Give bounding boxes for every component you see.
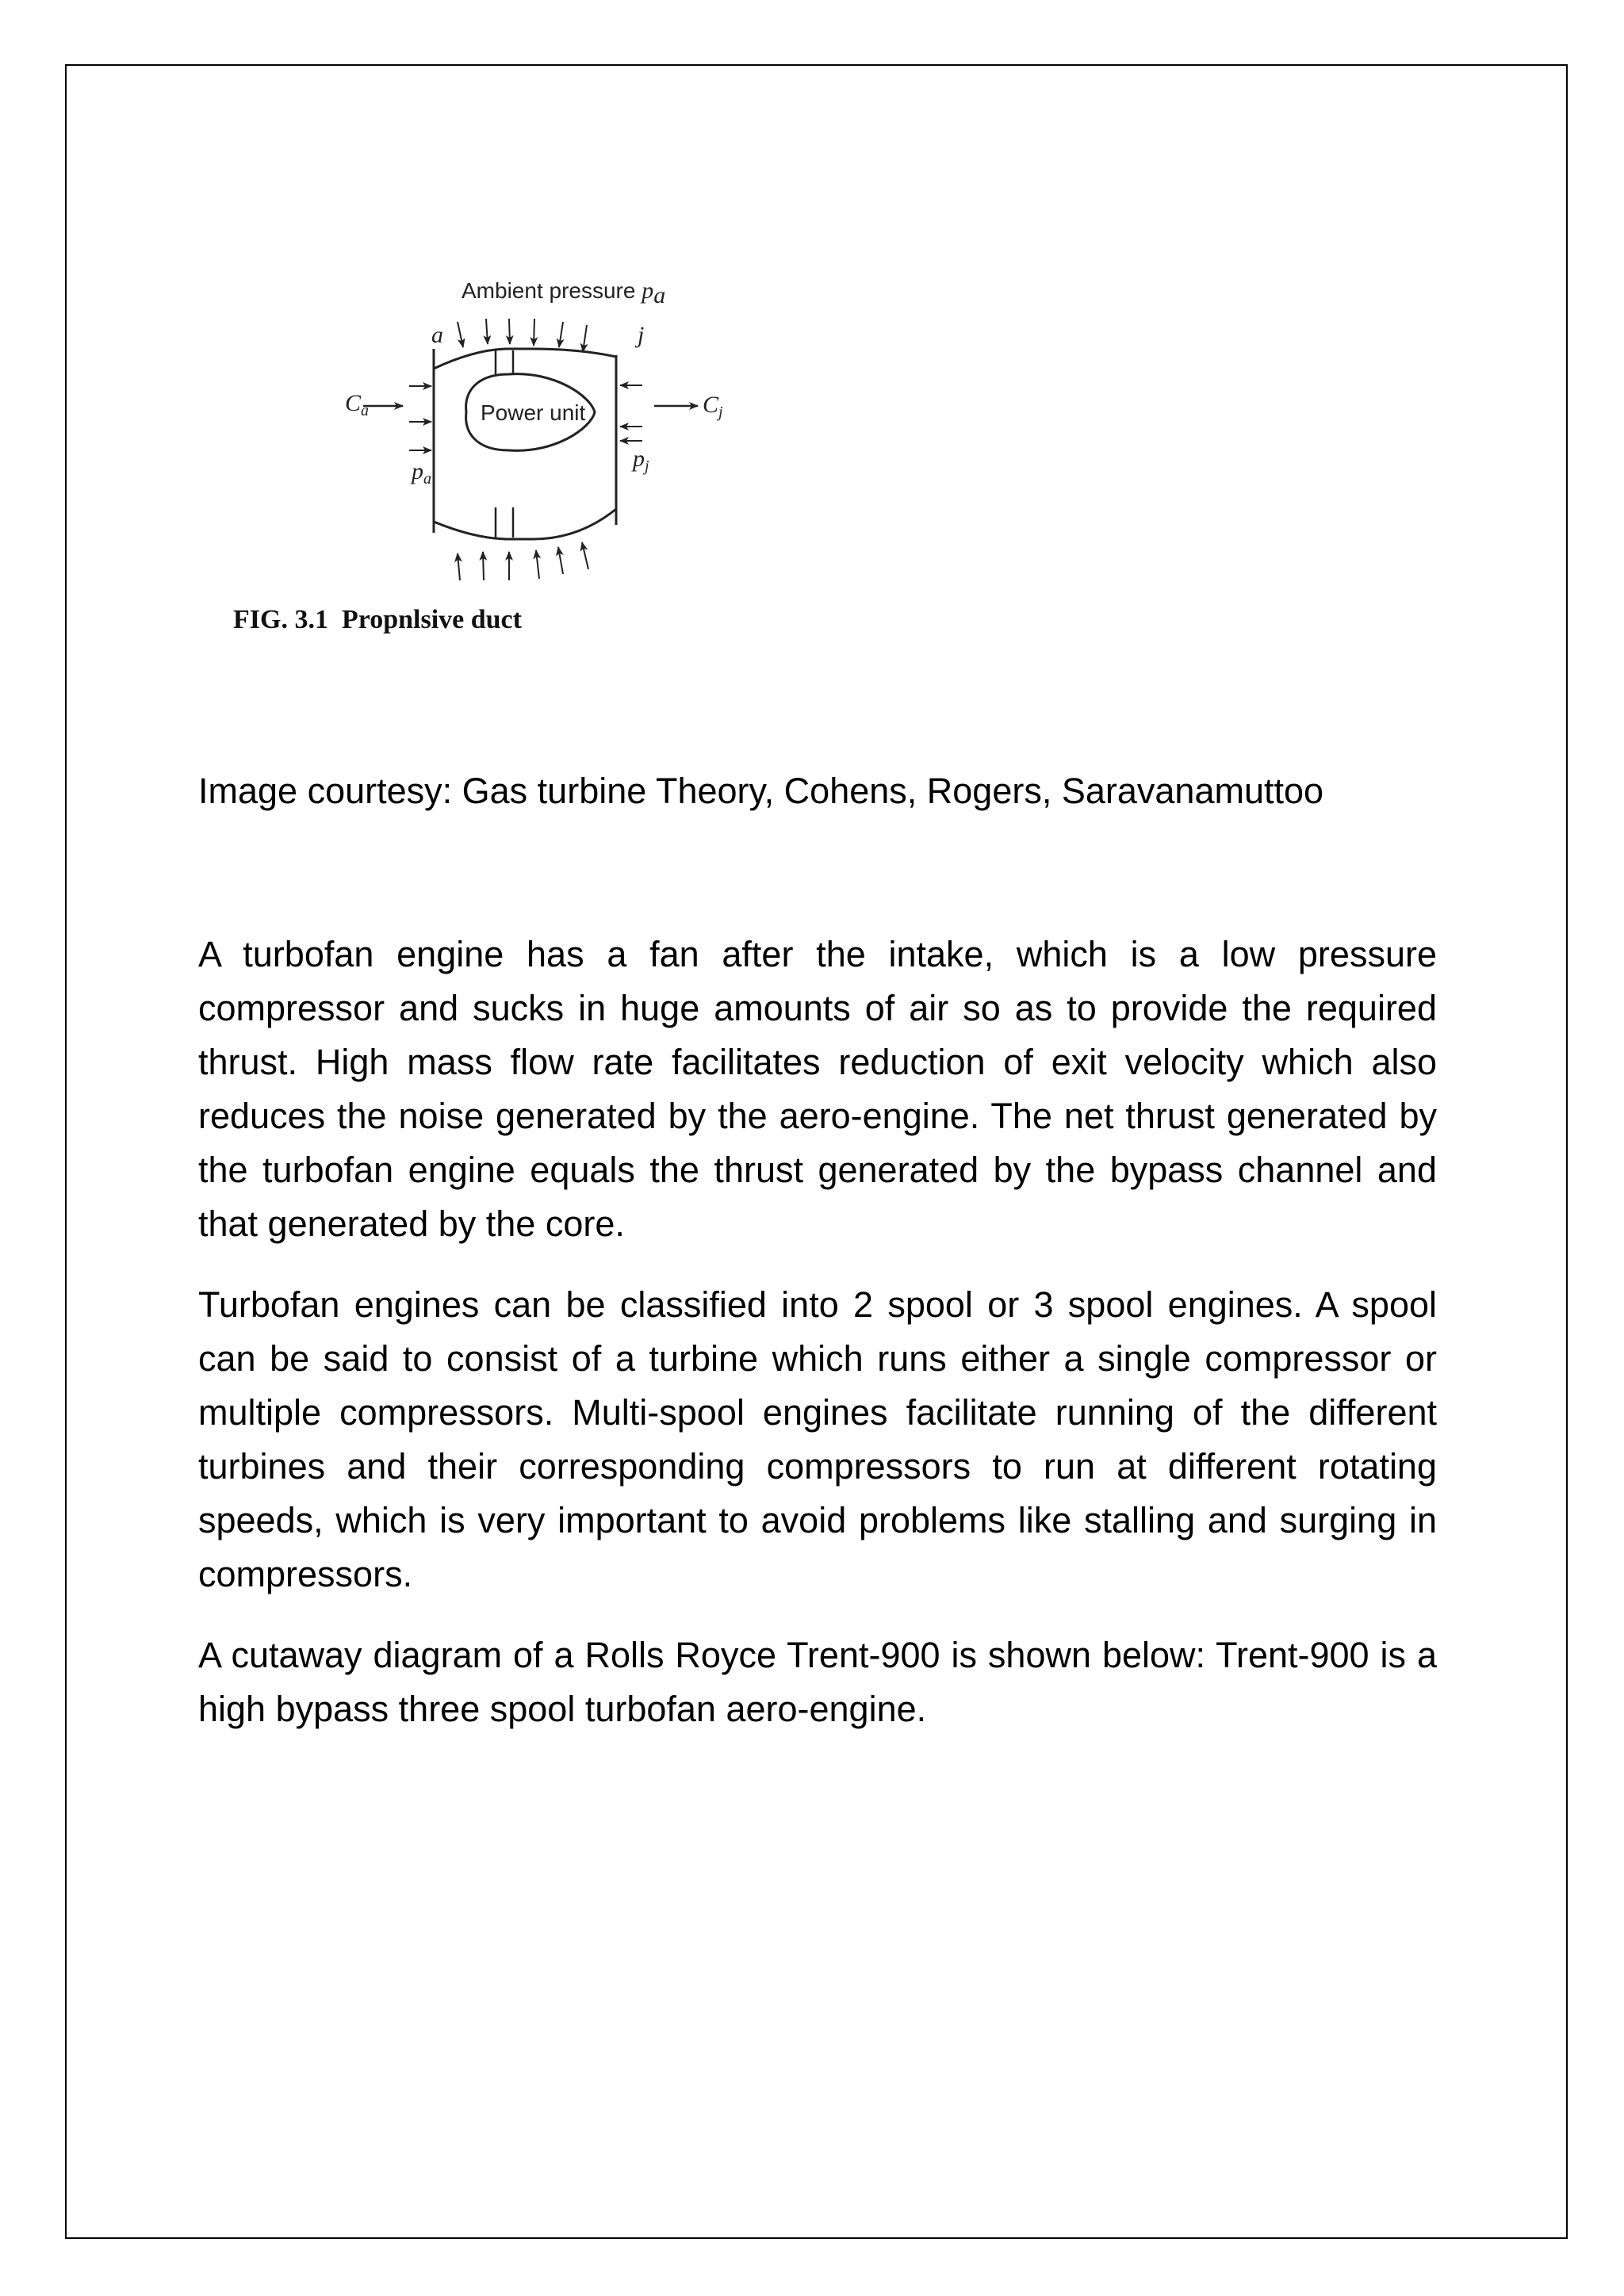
- ambient-arrow-top: [486, 319, 488, 344]
- exit-velocity-label: $C_j$: [703, 392, 723, 421]
- station-j-label: j: [638, 322, 645, 348]
- body-text: [198, 928, 1437, 1763]
- paragraph: A cutaway diagram of a Rolls Royce Trent-900 is shown below: Trent-900 is a high bypass three spool turbofan aero-engine.: [198, 1635, 1437, 1729]
- power-unit-label: Power unit: [481, 400, 586, 425]
- ambient-pressure-label: Ambient pressure pa: [462, 277, 666, 308]
- propulsive-duct-diagram: [214, 270, 975, 650]
- ambient-arrow-top: [509, 319, 510, 344]
- ambient-arrow-top: [458, 322, 463, 347]
- ambient-arrow-top: [583, 325, 587, 352]
- ambient-arrow-bottom: [558, 547, 563, 574]
- duct-upper-wall: [434, 349, 616, 369]
- ambient-arrow-bottom: [458, 553, 460, 580]
- ambient-arrow-bottom: [536, 550, 539, 579]
- paragraph: Turbofan engines can be classified into 2 spool or 3 spool engines. A spool can be said to consist of a turbine which runs either a single compressor or multiple compressors. Multi-spool engines facilitate running of the different turbines and their corresponding compressors to run at different rotating speeds, which is very important to avoid problems like stalling and surging in compressors.: [198, 1284, 1437, 1594]
- propulsive-duct-figure: [214, 270, 975, 650]
- image-courtesy: Image courtesy: Gas turbine Theory, Cohens, Rogers, Saravanamuttoo: [198, 771, 1324, 811]
- ambient-arrow-bottom: [483, 552, 484, 580]
- exit-pressure-label: $p_j$: [633, 446, 649, 475]
- inlet-pressure-label: $p_a$: [412, 458, 431, 488]
- duct-lower-wall: [434, 509, 616, 539]
- inlet-velocity-label: $C_a$: [345, 390, 370, 419]
- station-a-label: a: [431, 322, 443, 348]
- ambient-arrow-top: [559, 322, 563, 347]
- figure-caption: FIG. 3.1 Propnlsive duct: [233, 605, 522, 634]
- ambient-arrow-bottom: [582, 542, 588, 569]
- paragraph: A turbofan engine has a fan after the intake, which is a low pressure compressor and sucks in huge amounts of air so as to provide the required thrust. High mass flow rate facilitates reduction of exit velocity which also reduces the noise generated by the aero-engine. The net thrust generated by the turbofan engine equals the thrust generated by the bypass channel and that generated by the core.: [198, 934, 1437, 1244]
